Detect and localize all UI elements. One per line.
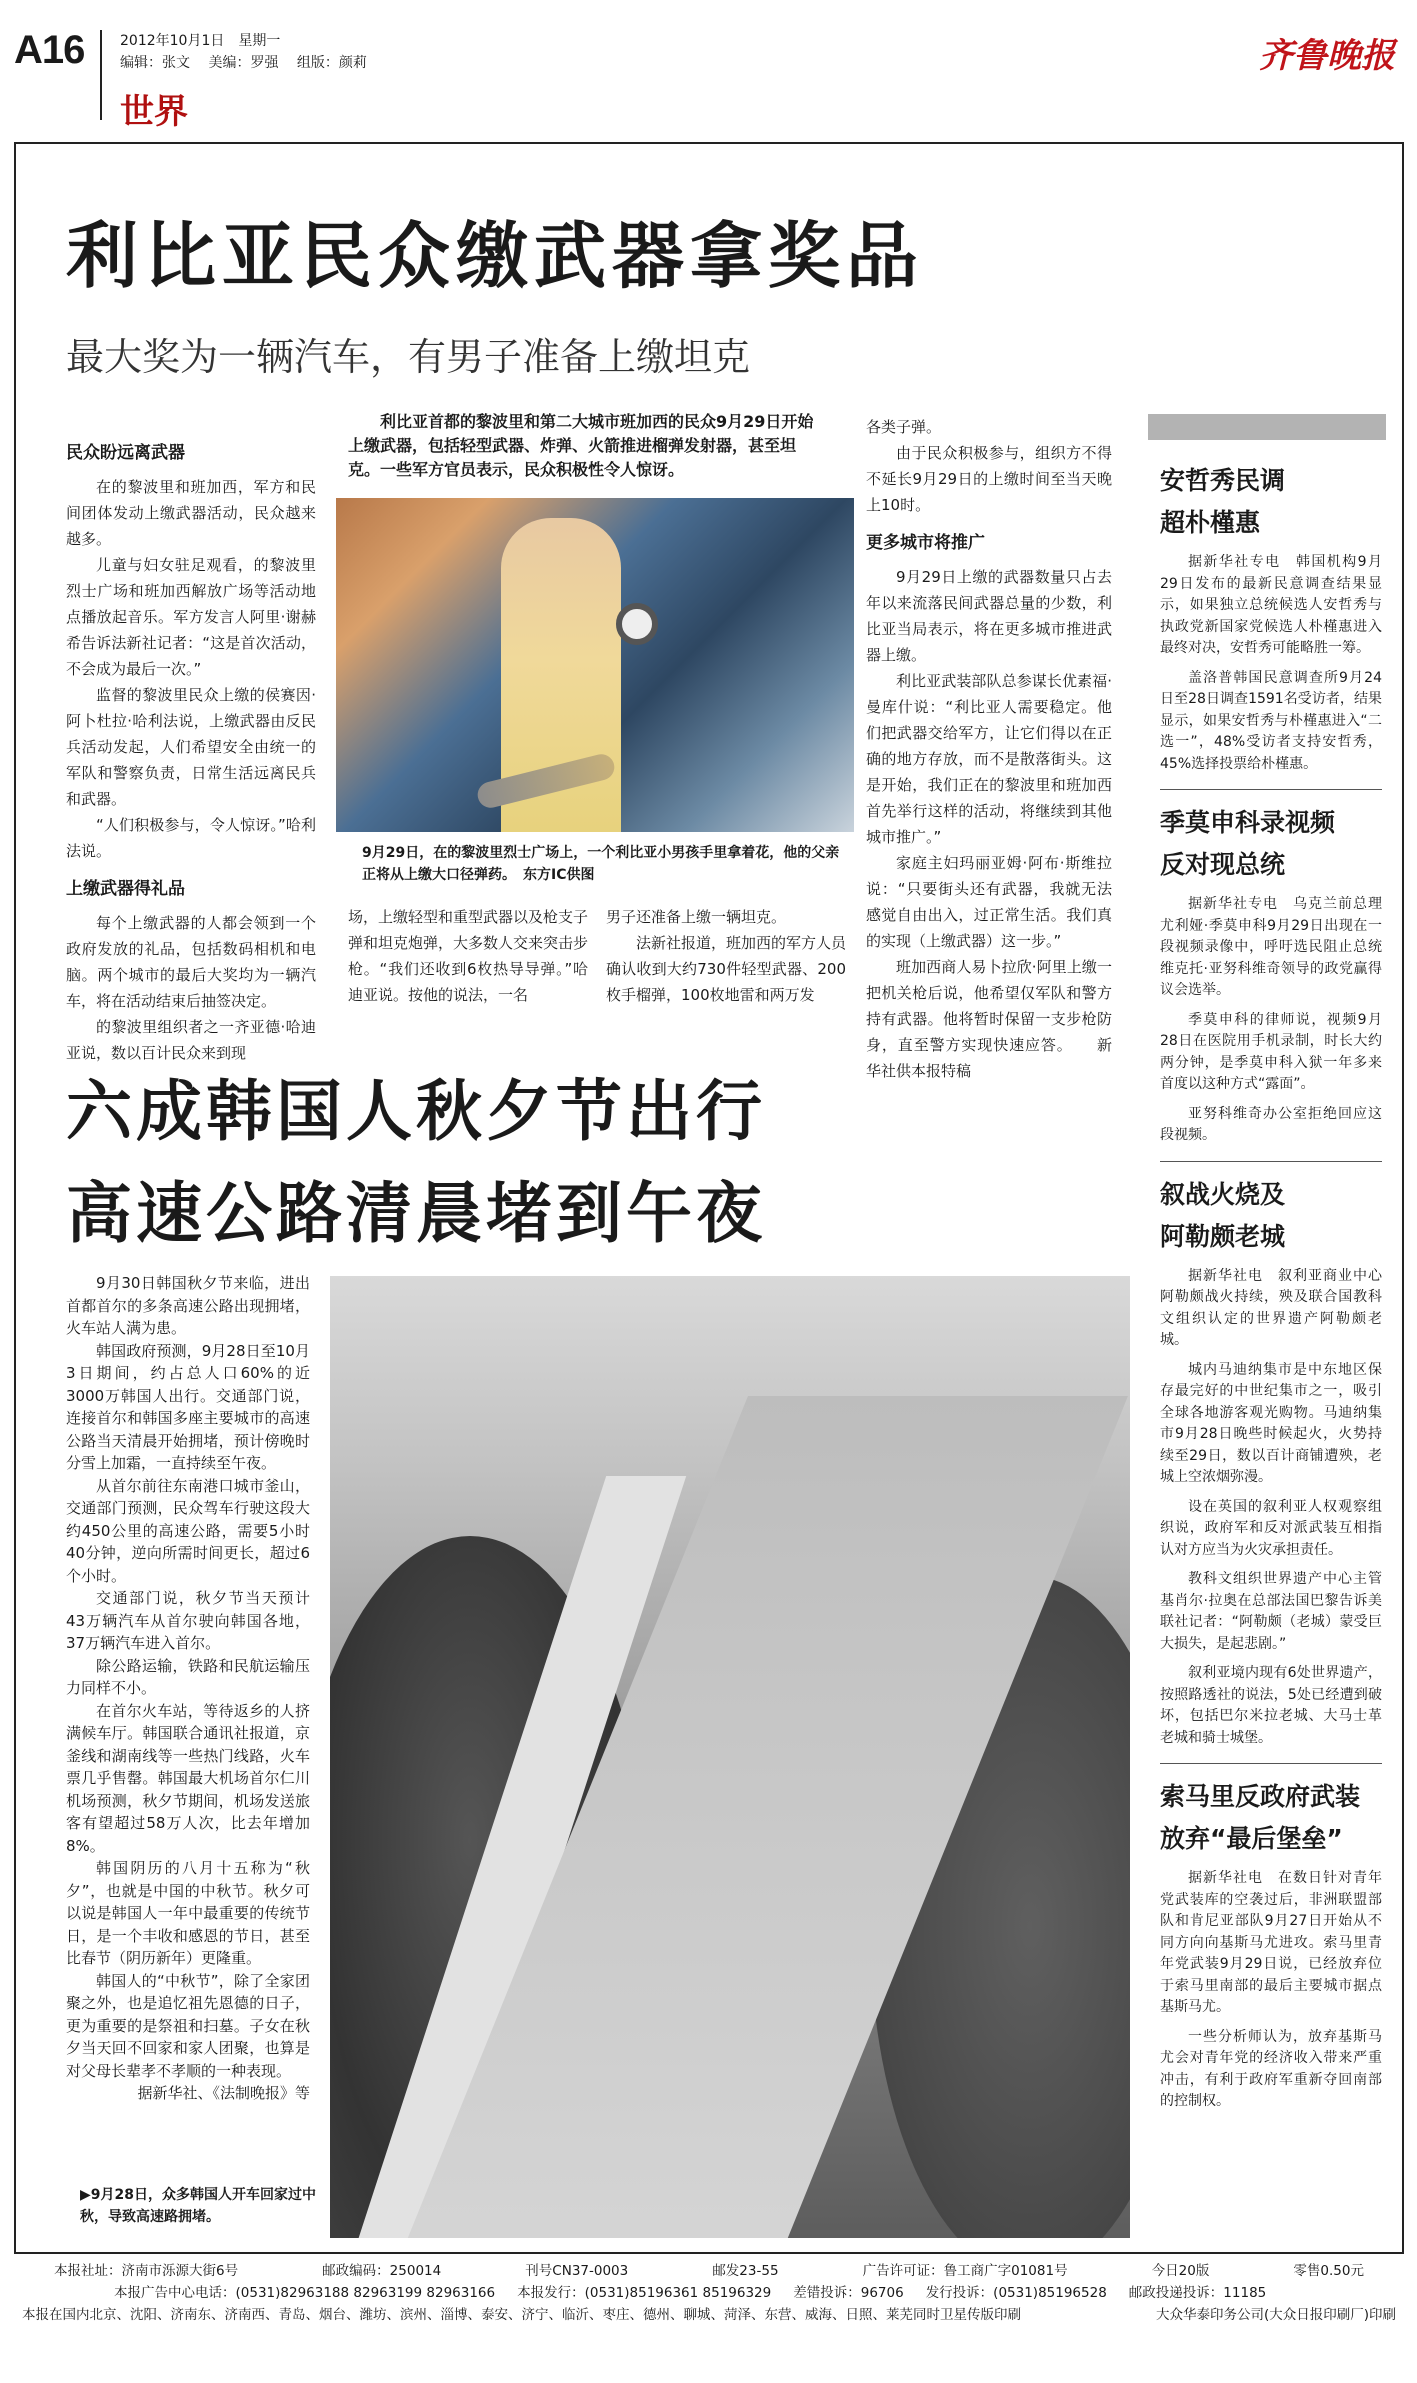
editor-credits	[120, 52, 381, 72]
footer-row	[14, 2304, 1404, 2326]
paragraph: 的黎波里组织者之一齐亚德·哈迪亚说，数以百计民众来到现	[66, 1018, 316, 1062]
section-title: 世界	[120, 92, 188, 132]
footer-item: 大众华泰印务公司(大众日报印刷厂)印刷	[1155, 2307, 1396, 2323]
brief-paragraph: 盖洛普韩国民意调查所9月24日至28日调查1591名受访者，结果显示，如果安哲秀与朴槿惠进入“二选一”，48%受访者支持安哲秀，45%选择投票给朴槿惠。	[1160, 669, 1382, 772]
story1-subhead: 最大奖为一辆汽车，有男子准备上缴坦克	[66, 335, 751, 379]
brief-paragraph: 城内马迪纳集市是中东地区保存最完好的中世纪集市之一，吸引全球各地游客观光购物。马迪纳集市9月28日晚些时候起火，火势持续至29日，数以百计商铺遭殃，老城上空浓烟弥漫。	[1160, 1361, 1382, 1485]
paragraph: 除公路运输，铁路和民航运输压力同样不小。	[66, 1656, 310, 1697]
paragraph: 班加西商人易卜拉欣·阿里上缴一把机关枪后说，他希望仅军队和警方持有武器。他将暂时保留一支步枪防身，直至警方实现快速应答。 新华社供本报特稿	[866, 958, 1112, 1080]
footer-row	[14, 2282, 1404, 2304]
footer-row	[14, 2260, 1404, 2282]
footer-item: 邮政投递投诉：11185	[1128, 2285, 1267, 2301]
story1-headline: 利比亚民众缴武器拿奖品	[66, 214, 925, 298]
footer-item: 今日20版	[1151, 2263, 1210, 2279]
brief-paragraph: 据新华社专电 乌克兰前总理尤利娅·季莫申科9月29日出现在一段视频录像中，呼吁选民阻止总统维克托·亚努科维奇领导的政党赢得议会选举。	[1160, 896, 1382, 998]
brief-paragraph: 据新华社电 叙利亚商业中心阿勒颇战火持续，殃及联合国教科文组织认定的世界遗产阿勒颇老城。	[1160, 1267, 1382, 1348]
story1-column-c	[606, 904, 846, 1008]
highway-traffic-photo	[330, 1276, 1130, 2238]
footer-item: 本报在国内北京、沈阳、济南东、济南西、青岛、烟台、潍坊、滨州、淄博、泰安、济宁、临沂、枣庄、德州、聊城、菏泽、东营、威海、日照、莱芜同时卫星传版印刷	[22, 2307, 1021, 2323]
brief	[1160, 802, 1382, 1147]
brief-paragraph: 教科文组织世界遗产中心主管基肖尔·拉奥在总部法国巴黎告诉美联社记者：“阿勒颇（老城）蒙受巨大损失，是起悲剧。”	[1160, 1571, 1382, 1652]
brief-title: 反对现总统	[1160, 850, 1286, 879]
brief-title: 安哲秀民调	[1160, 466, 1286, 495]
brief-title: 超朴槿惠	[1160, 508, 1261, 537]
divider	[1160, 789, 1382, 790]
newspaper-logo: 齐鲁晚报	[1259, 36, 1395, 76]
story2-headline-line2: 高速公路清晨堵到午夜	[66, 1175, 766, 1252]
photo-caption: 9月29日，在的黎波里烈士广场上，一个利比亚小男孩手里拿着花，他的父亲正将从上缴大口径弹药。 东方IC供图	[362, 845, 840, 883]
paragraph: 每个上缴武器的人都会领到一个政府发放的礼品，包括数码相机和电脑。两个城市的最后大奖均为一辆汽车，将在活动结束后抽签决定。	[66, 914, 316, 1010]
footer-item: 邮政编码：250014	[322, 2263, 442, 2279]
brief	[1160, 460, 1382, 775]
paragraph: 从首尔前往东南港口城市釜山，交通部门预测，民众驾车行驶这段大约450公里的高速公路，需要5小时40分钟，逆向所需时间更长，超过6个小时。	[66, 1476, 310, 1585]
subhead: 更多城市将推广	[866, 533, 985, 553]
story1-column-b	[348, 904, 588, 1008]
brief-paragraph: 季莫申科的律师说，视频9月28日在医院用手机录制，时长大约两分钟，是季莫申科入狱一年多来首度以这种方式“露面”。	[1160, 1011, 1382, 1092]
brief-title: 索马里反政府武装	[1160, 1782, 1361, 1811]
brief-paragraph: 设在英国的叙利亚人权观察组织说，政府军和反对派武装互相指认对方应当为火灾承担责任。	[1160, 1498, 1382, 1558]
brief-paragraph: 亚努科维奇办公室拒绝回应这段视频。	[1160, 1105, 1382, 1143]
divider	[1160, 1763, 1382, 1764]
paragraph: 由于民众积极参与，组织方不得不延长9月29日的上缴时间至当天晚上10时。	[866, 444, 1112, 514]
footer-item: 邮发23-55	[712, 2263, 779, 2279]
footer-item: 广告许可证：鲁工商广字01081号	[862, 2263, 1068, 2279]
brief-paragraph: 叙利亚境内现有6处世界遗产，按照路透社的说法，5处已经遭到破坏，包括巴尔米拉老城、大马士革老城和骑士城堡。	[1160, 1665, 1382, 1746]
brief-title: 阿勒颇老城	[1160, 1221, 1286, 1251]
paragraph: 监督的黎波里民众上缴的侯赛因·阿卜杜拉·哈利法说，上缴武器由反民兵活动发起，人们希望安全由统一的军队和警察负责，日常生活远离民兵和武器。	[66, 686, 316, 808]
proof: 组版：颜莉	[296, 55, 367, 71]
paragraph: 在首尔火车站，等待返乡的人挤满候车厅。韩国联合通讯社报道，京釜线和湖南线等一些热门线路，火车票几乎售罄。韩国最大机场首尔仁川机场预测，秋夕节期间，机场发送旅客有望超过58万人次，比去年增加8%。	[66, 1701, 310, 1855]
designer: 美编：罗强	[208, 55, 279, 71]
paragraph: 9月29日上缴的武器数量只占去年以来流落民间武器总量的少数，利比亚当局表示，将在更多城市推进武器上缴。	[866, 568, 1112, 664]
paragraph: “人们积极参与，令人惊讶。”哈利法说。	[66, 816, 316, 860]
wristwatch	[616, 603, 658, 645]
paragraph: 场，上缴轻型和重型武器以及枪支子弹和坦克炮弹，大多数人交来突击步枪。“我们还收到6枚热导导弹。”哈迪亚说。按他的说法，一名	[348, 908, 589, 1004]
subhead: 民众盼远离武器	[66, 443, 185, 463]
story1-lead: 利比亚首都的黎波里和第二大城市班加西的民众9月29日开始上缴武器，包括轻型武器、炸弹、火箭推进榴弹发射器，甚至坦克。一些军方官员表示，民众积极性令人惊讶。	[348, 412, 814, 479]
paragraph: 在的黎波里和班加西，军方和民间团体发动上缴武器活动，民众越来越多。	[66, 478, 316, 548]
footer-item: 差错投诉：96706	[793, 2285, 904, 2301]
brief-paragraph: 据新华社专电 韩国机构9月29日发布的最新民意调查结果显示，如果独立总统候选人安哲秀与执政党新国家党候选人朴槿惠进入最终对决，安哲秀可能略胜一筹。	[1160, 554, 1382, 656]
page-number: A16	[14, 28, 85, 72]
news-briefs-sidebar	[1160, 448, 1382, 2113]
byline: 据新华社、《法制晚报》等	[137, 2084, 310, 2102]
footer-item: 本报社址：济南市泺源大街6号	[54, 2263, 239, 2279]
paragraph: 9月30日韩国秋夕节来临，进出首都首尔的多条高速公路出现拥堵，火车站人满为患。	[66, 1274, 310, 1337]
paragraph: 韩国阴历的八月十五称为“秋夕”，也就是中国的中秋节。秋夕可以说是韩国人一年中最重要的传统节日，是一个丰收和感恩的节日，甚至比春节（阴历新年）更隆重。	[66, 1859, 310, 1967]
issue-date: 2012年10月1日 星期一	[120, 33, 281, 49]
paragraph: 利比亚武装部队总参谋长优素福·曼库什说：“利比亚人需要稳定。他们把武器交给军方，让它们得以在正确的地方存放，而不是散落街头。这是开始，我们正在的黎波里和班加西首先举行这样的活动，将继续到其他城市推广。”	[866, 672, 1112, 846]
paragraph: 各类子弹。	[866, 418, 942, 436]
story2-headline-line1: 六成韩国人秋夕节出行	[66, 1073, 766, 1150]
editor: 编辑：张文	[120, 55, 190, 71]
paragraph: 交通部门说，秋夕节当天预计43万辆汽车从首尔驶向韩国各地，37万辆汽车进入首尔。	[66, 1589, 310, 1652]
sidebar-band	[1148, 414, 1386, 440]
imprint-footer	[14, 2260, 1404, 2326]
brief-paragraph: 一些分析师认为，放弃基斯马尤会对青年党的经济收入带来严重冲击，有利于政府军重新夺回南部的控制权。	[1160, 2028, 1382, 2109]
paragraph: 儿童与妇女驻足观看，的黎波里烈士广场和班加西解放广场等活动地点播放起音乐。军方发言人阿里·谢赫希告诉法新社记者：“这是首次活动，不会成为最后一次。”	[66, 556, 316, 678]
header-divider	[100, 30, 102, 120]
story2-body	[66, 1272, 310, 2105]
subhead: 上缴武器得礼品	[66, 879, 185, 899]
footer-item: 刊号CN37-0003	[525, 2263, 629, 2279]
brief-title: 季莫申科录视频	[1160, 808, 1336, 837]
brief-title: 放弃“最后堡垒”	[1160, 1824, 1343, 1853]
paragraph: 家庭主妇玛丽亚姆·阿布·斯维拉说：“只要街头还有武器，我就无法感觉自由出入，过正常生活。我们真的实现（上缴武器）这一步。”	[866, 854, 1112, 950]
paragraph: 韩国政府预测，9月28日至10月3日期间，约占总人口60%的近3000万韩国人出行。交通部门说，连接首尔和韩国多座主要城市的高速公路当天清晨开始拥堵，预计傍晚时分雪上加霜，一直持续至午夜。	[66, 1341, 310, 1472]
story1-column-a	[66, 428, 316, 1066]
footer-item: 零售0.50元	[1293, 2263, 1364, 2279]
brief-paragraph: 据新华社电 在数日针对青年党武装库的空袭过后，非洲联盟部队和肯尼亚部队9月27日开始从不同方向向基斯马尤进攻。索马里青年党武装9月29日说，已经放弃位于索马里南部的最后主要城市据点基斯马尤。	[1160, 1870, 1382, 2015]
boy-with-ammunition-photo	[336, 498, 854, 832]
paragraph: 男子还准备上缴一辆坦克。	[606, 908, 787, 926]
story1-column-d	[866, 414, 1112, 1084]
paragraph: 韩国人的“中秋节”，除了全家团聚之外，也是追忆祖先恩德的日子，更为重要的是祭祖和扫墓。子女在秋夕当天回不回家和家人团聚，也算是对父母长辈孝不孝顺的一种表现。	[66, 1971, 310, 2080]
divider	[1160, 1161, 1382, 1162]
footer-item: 本报发行：(0531)85196361 85196329	[517, 2285, 772, 2301]
photo-caption: ▶9月28日，众多韩国人开车回家过中秋，导致高速路拥堵。	[80, 2187, 316, 2225]
brief-title: 叙战火烧及	[1160, 1179, 1286, 1209]
footer-item: 本报广告中心电话：(0531)82963188 82963199 82963166	[114, 2285, 496, 2301]
paragraph: 法新社报道，班加西的军方人员确认收到大约730件轻型武器、200枚手榴弹，100枚地雷和两万发	[606, 934, 847, 1004]
brief	[1160, 1174, 1382, 1750]
brief	[1160, 1776, 1382, 2113]
footer-item: 发行投诉：(0531)85196528	[925, 2285, 1107, 2301]
